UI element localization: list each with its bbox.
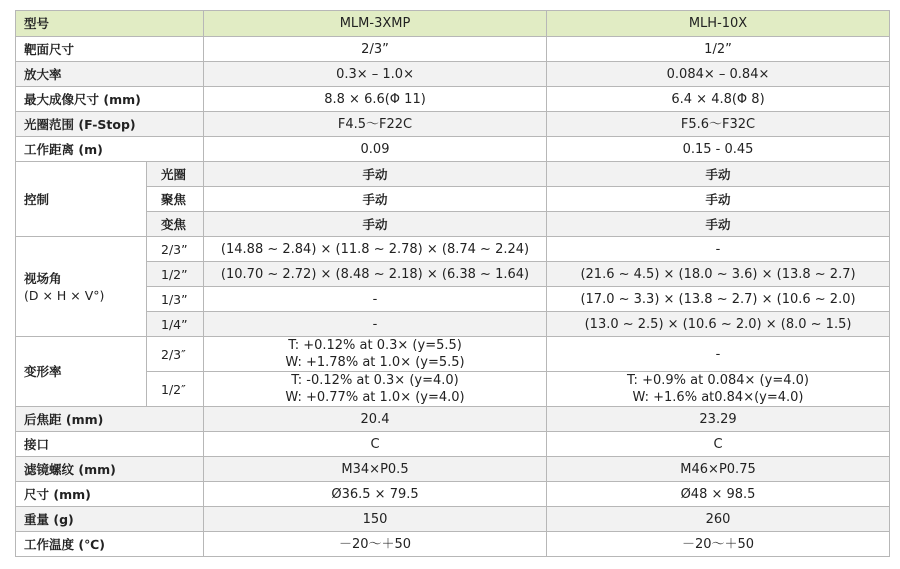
operating-temp-row [16,532,890,557]
distortion-wide: W: +1.78% at 1.0× (y=5.5) [285,355,465,370]
max-sensor-label: 最大成像尺寸 (mm) [16,87,204,112]
fov-value-m2: (13.0 ~ 2.5) × (10.6 ~ 2.0) × (8.0 ~ 1.5) [547,312,890,337]
control-value-m1: 手动 [204,212,547,237]
fov-label-line2: (D × H × V°) [24,287,105,303]
max-sensor-m2: 6.4 × 4.8(Φ 8) [547,87,890,112]
distortion-tele: T: -0.12% at 0.3× (y=4.0) [291,373,459,388]
back-focal-label: 后焦距 (mm) [16,407,204,432]
fov-value-m2: - [547,237,890,262]
fov-row [16,287,890,312]
fov-value-m2: (17.0 ~ 3.3) × (13.8 ~ 2.7) × (10.6 ~ 2.0) [547,287,890,312]
fov-sensor-label: 1/4” [147,312,204,337]
working-distance-row [16,137,890,162]
weight-m1: 150 [204,507,547,532]
control-sub-label: 光圈 [147,162,204,187]
fov-value-m1: - [204,287,547,312]
fov-sensor-label: 1/3” [147,287,204,312]
distortion-value-m1 [204,372,547,407]
mount-label: 接口 [16,432,204,457]
magnification-m2: 0.084× – 0.84× [547,62,890,87]
working-distance-m1: 0.09 [204,137,547,162]
control-row [16,187,890,212]
dimensions-row [16,482,890,507]
iris-range-m2: F5.6～F32C [547,112,890,137]
max-sensor-m1: 8.8 × 6.6(Φ 11) [204,87,547,112]
control-value-m1: 手动 [204,162,547,187]
distortion-sensor-label: 2/3″ [147,337,204,372]
control-row [16,162,890,187]
fov-label [16,237,147,337]
distortion-label: 变形率 [16,337,147,407]
fov-row [16,312,890,337]
model-mlh-10x: MLH-10X [547,11,890,37]
distortion-tele: T: +0.9% at 0.084× (y=4.0) [627,373,809,388]
mount-m2: C [547,432,890,457]
model-label: 型号 [16,11,204,37]
control-label: 控制 [16,162,147,237]
operating-temp-m2: －20～＋50 [547,532,890,557]
sensor-label: 靶面尺寸 [16,37,204,62]
distortion-value-m1 [204,337,547,372]
back-focal-row [16,407,890,432]
operating-temp-m1: －20～＋50 [204,532,547,557]
iris-range-label: 光圈范围 (F-Stop) [16,112,204,137]
filter-thread-row [16,457,890,482]
fov-row [16,262,890,287]
fov-value-m1: (10.70 ~ 2.72) × (8.48 ~ 2.18) × (6.38 ~ 1.64) [204,262,547,287]
mount-m1: C [204,432,547,457]
control-value-m2: 手动 [547,187,890,212]
fov-label-line1: 视场角 [24,270,62,286]
distortion-tele: - [715,346,721,362]
dimensions-label: 尺寸 (mm) [16,482,204,507]
distortion-row [16,337,890,372]
back-focal-m1: 20.4 [204,407,547,432]
distortion-tele: T: +0.12% at 0.3× (y=5.5) [288,338,462,353]
control-value-m2: 手动 [547,162,890,187]
fov-value-m1: - [204,312,547,337]
control-row [16,212,890,237]
control-value-m1: 手动 [204,187,547,212]
sensor-row [16,37,890,62]
distortion-value-m2 [547,337,890,372]
dimensions-m1: Ø36.5 × 79.5 [204,482,547,507]
working-distance-m2: 0.15 - 0.45 [547,137,890,162]
control-sub-label: 聚焦 [147,187,204,212]
spec-table [15,10,890,557]
operating-temp-label: 工作温度 (℃) [16,532,204,557]
distortion-wide: W: +1.6% at0.84×(y=4.0) [632,390,804,405]
model-mlm-3xmp: MLM-3XMP [204,11,547,37]
filter-thread-m1: M34×P0.5 [204,457,547,482]
distortion-value-m2 [547,372,890,407]
fov-sensor-label: 1/2” [147,262,204,287]
fov-value-m1: (14.88 ~ 2.84) × (11.8 ~ 2.78) × (8.74 ~ 2.24) [204,237,547,262]
header-row [16,11,890,37]
iris-range-m1: F4.5～F22C [204,112,547,137]
magnification-label: 放大率 [16,62,204,87]
dimensions-m2: Ø48 × 98.5 [547,482,890,507]
magnification-m1: 0.3× – 1.0× [204,62,547,87]
max-sensor-row [16,87,890,112]
control-sub-label: 变焦 [147,212,204,237]
sensor-m1: 2/3” [204,37,547,62]
weight-label: 重量 (g) [16,507,204,532]
distortion-row [16,372,890,407]
filter-thread-m2: M46×P0.75 [547,457,890,482]
fov-value-m2: (21.6 ~ 4.5) × (18.0 ~ 3.6) × (13.8 ~ 2.7) [547,262,890,287]
fov-row [16,237,890,262]
iris-range-row [16,112,890,137]
fov-sensor-label: 2/3” [147,237,204,262]
weight-row [16,507,890,532]
magnification-row [16,62,890,87]
distortion-sensor-label: 1/2″ [147,372,204,407]
back-focal-m2: 23.29 [547,407,890,432]
filter-thread-label: 滤镜螺纹 (mm) [16,457,204,482]
weight-m2: 260 [547,507,890,532]
mount-row [16,432,890,457]
working-distance-label: 工作距离 (m) [16,137,204,162]
sensor-m2: 1/2” [547,37,890,62]
distortion-wide: W: +0.77% at 1.0× (y=4.0) [285,390,465,405]
control-value-m2: 手动 [547,212,890,237]
